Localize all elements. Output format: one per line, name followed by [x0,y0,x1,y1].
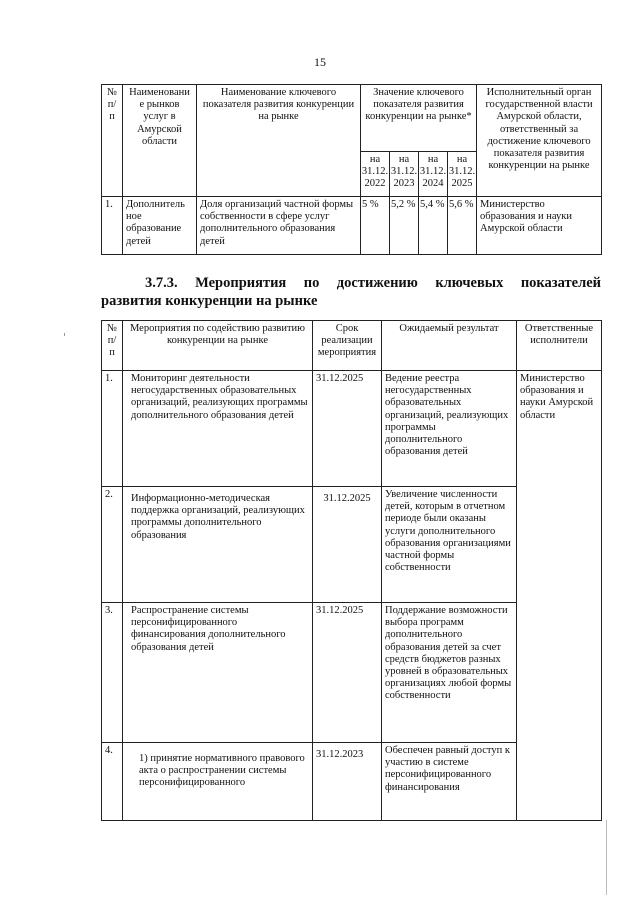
row-activity: Информационно-методическая поддержка организаций, реализующих программы дополнительного образования [123,487,313,603]
header-organ: Исполнительный орган государственной власти Амурской области, ответственный за достижение ключевого показателя развития конкуренции на рынке [477,85,602,197]
year-2022: на 31.12. 2022 [361,152,390,197]
row-deadline: 31.12.2025 [313,371,382,487]
section-heading-line1: 3.7.3. Мероприятия по достижению ключевых показателей [145,275,601,291]
scan-edge [606,820,607,895]
row-deadline: 31.12.2025 [313,487,382,603]
row-num: 1. [102,197,123,255]
table-row [102,197,602,255]
value-2022: 5 % [361,197,390,255]
value-2023: 5,2 % [390,197,419,255]
row-indicator: Доля организаций частной формы собственности в сфере услуг дополнительного образования детей [197,197,361,255]
year-2023: на 31.12. 2023 [390,152,419,197]
section-heading [101,274,601,310]
section-heading-line2: развития конкуренции на рынке [101,293,318,309]
row-result: Увеличение численности детей, которым в отчетном периоде были оказаны услуги дополнительного образования организациями частной формы собственности [382,487,517,603]
key-indicator-table [101,84,602,255]
row-result: Ведение реестра негосударственных образовательных организаций, реализующих программы дополнительного образования детей [382,371,517,487]
activities-table [101,320,602,821]
row-organ: Министерство образования и науки Амурской области [477,197,602,255]
header-value: Значение ключевого показателя развития конкуренции на рынке* [361,85,477,152]
table-row [102,371,602,487]
row-deadline: 31.12.2025 [313,603,382,743]
value-2025: 5,6 % [448,197,477,255]
row-activity: Распространение системы персонифицированного финансирования дополнительного образования детей [123,603,313,743]
scan-mark [64,333,65,336]
header-result: Ожидаемый результат [382,321,517,371]
year-2024: на 31.12. 2024 [419,152,448,197]
row-activity: Мониторинг деятельности негосударственных образовательных организаций, реализующих программы дополнительного образования детей [123,371,313,487]
row-num: 1. [102,371,123,487]
header-num: № п/п [102,321,123,371]
header-num: № п/п [102,85,123,197]
header-market: Наименовани е рынков услуг в Амурской области [123,85,197,197]
page-number: 15 [314,55,326,69]
row-num: 2. [102,487,123,603]
header-responsible: Ответственные исполнители [517,321,602,371]
header-deadline: Срок реализации мероприятия [313,321,382,371]
responsible-cell: Министерство образования и науки Амурской области [517,371,602,821]
value-2024: 5,4 % [419,197,448,255]
row-num: 3. [102,603,123,743]
header-activity: Мероприятия по содействию развитию конкуренции на рынке [123,321,313,371]
row-market: Дополнитель ное образование детей [123,197,197,255]
row-num: 4. [102,743,123,821]
year-2025: на 31.12. 2025 [448,152,477,197]
row-result: Поддержание возможности выбора программ дополнительного образования детей за счет средств бюджетов разных уровней в образовательных организациях любой формы собственности [382,603,517,743]
row-deadline: 31.12.2023 [313,743,382,821]
row-activity: 1) принятие нормативного правового акта о распространении системы персонифицированного [123,743,313,821]
row-result: Обеспечен равный доступ к участию в системе персонифицированного финансирования [382,743,517,821]
header-indicator: Наименование ключевого показателя развития конкуренции на рынке [197,85,361,197]
